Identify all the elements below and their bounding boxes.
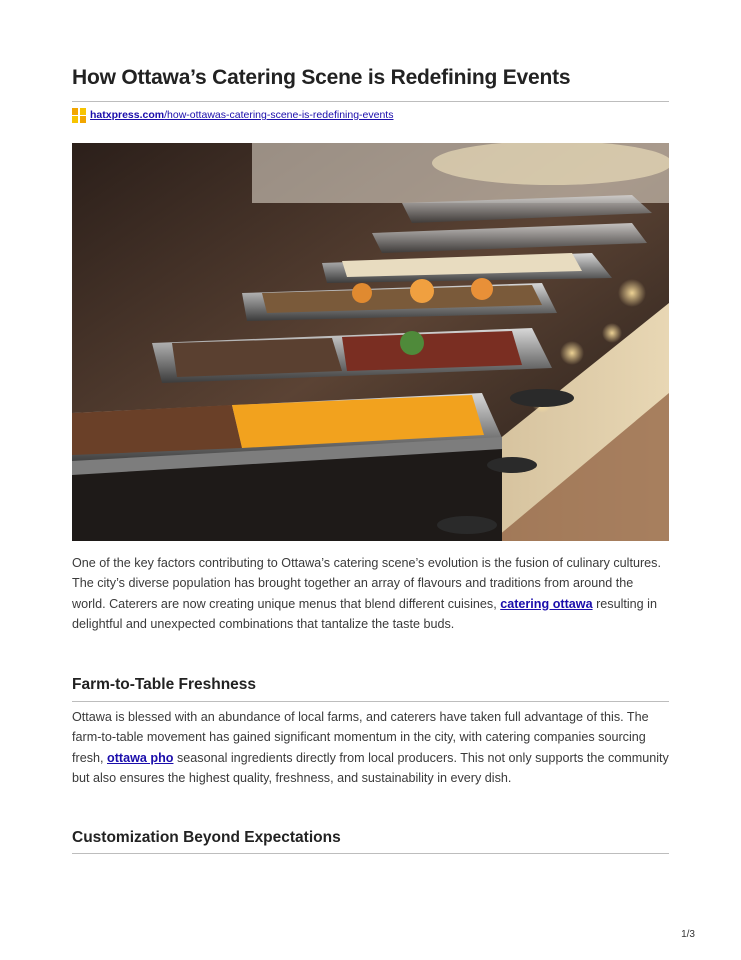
hero-image	[72, 143, 669, 541]
section-heading-customization: Customization Beyond Expectations	[72, 829, 341, 846]
article-title: How Ottawa’s Catering Scene is Redefining Events	[72, 66, 571, 89]
section-heading-farm-to-table: Farm-to-Table Freshness	[72, 676, 257, 693]
section-divider	[72, 701, 669, 702]
intro-paragraph	[72, 553, 669, 635]
ottawa-pho-link[interactable]: ottawa pho	[107, 750, 174, 765]
intro-text-end: resulting in delightful and unexpected combinations that tantalize the taste buds.	[72, 596, 657, 632]
page-number: 1/3	[681, 929, 695, 940]
source-link[interactable]	[90, 109, 393, 121]
intro-text-start: One of the key factors contributing to Ottawa’s catering scene’s evolution is the fusion of culinary cultures. The city’s diverse population has brought together an array of flavours and traditions from around the world. Caterers are now creating unique menus that blend different cuisines,	[72, 556, 661, 611]
source-line	[72, 107, 393, 123]
farm-to-table-paragraph	[72, 707, 669, 789]
section-divider	[72, 853, 669, 854]
buffet-photo	[72, 143, 669, 541]
catering-ottawa-link[interactable]: catering ottawa	[500, 596, 593, 611]
source-domain: hatxpress.com	[90, 109, 165, 121]
source-path: /how-ottawas-catering-scene-is-redefining-events	[164, 109, 394, 121]
farm-text-start: Ottawa is blessed with an abundance of local farms, and caterers have taken full advantage of this. The farm-to-table movement has gained significant momentum in the city, with catering companies sourcing fresh,	[72, 710, 649, 765]
title-divider	[72, 101, 669, 102]
farm-text-end: seasonal ingredients directly from local producers. This not only supports the community but also ensures the highest quality, freshness, and sustainability in every dish.	[72, 750, 669, 786]
site-favicon-icon	[72, 108, 86, 123]
